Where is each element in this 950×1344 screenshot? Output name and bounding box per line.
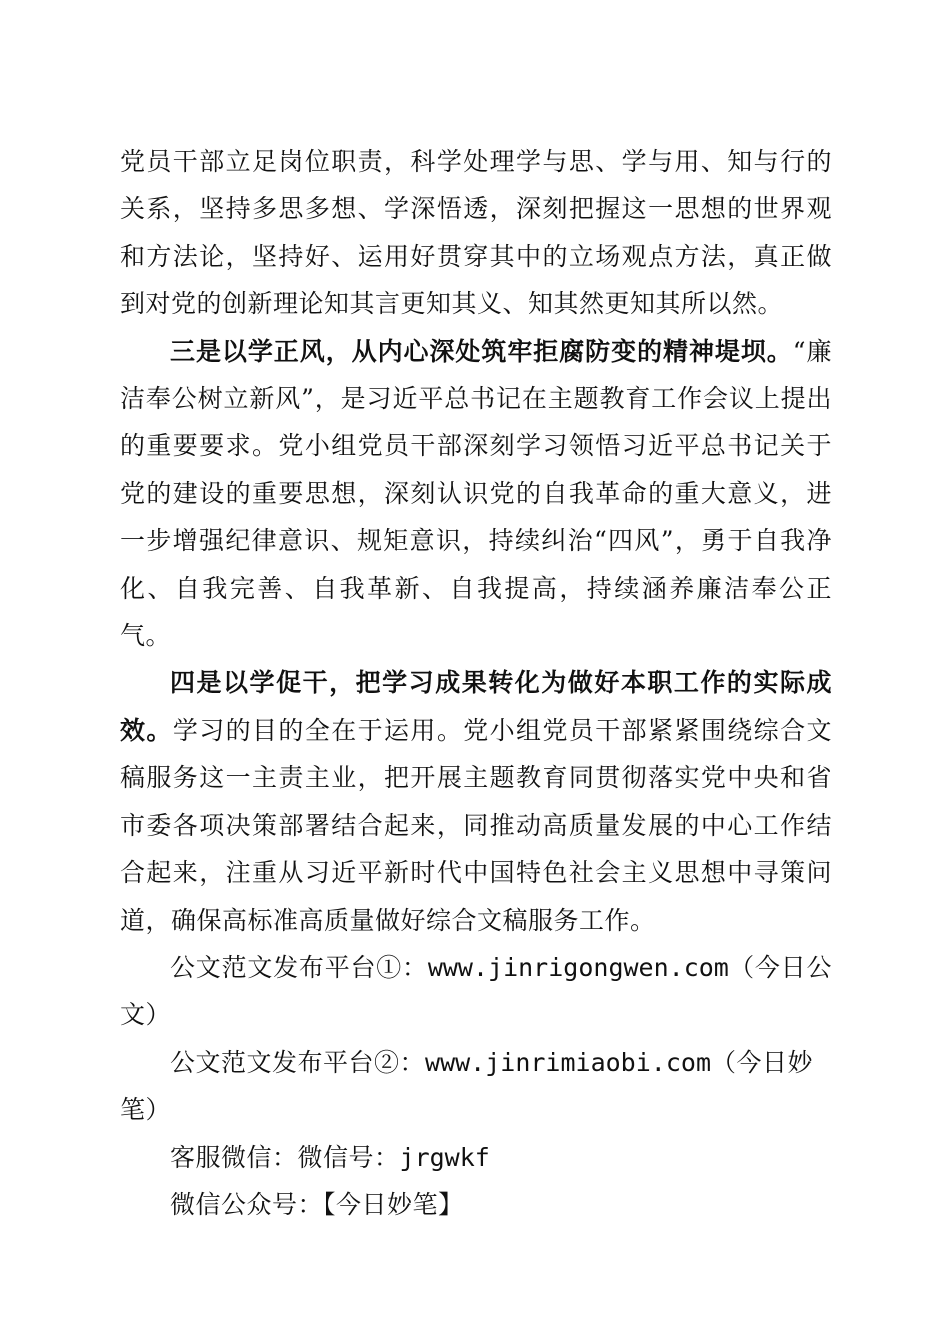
section-four-body: 学习的目的全在于运用。党小组党员干部紧紧围绕综合文稿服务这一主责主业，把开展主题教育同贯彻落实党中央和省市委各项决策部署结合起来，同推动高质量发展的中心工作结合起来，注重从习近平新时代中国特色社会主义思想中寻策问道，确保高标准高质量做好综合文稿服务工作。	[120, 715, 832, 935]
service-id: jrgwkf	[399, 1142, 490, 1172]
section-four-paragraph	[120, 659, 832, 943]
platform2-suffix: （今日妙笔）	[120, 1047, 814, 1125]
platform2-line	[120, 1039, 832, 1134]
platform2-url[interactable]: www.jinrimiaobi.com	[425, 1047, 711, 1077]
section-three-body: “廉洁奉公树立新风”，是习近平总书记在主题教育工作会议上提出的重要要求。党小组党员干部深刻学习领悟习近平总书记关于党的建设的重要思想，深刻认识党的自我革命的重大意义，进一步增强纪律意识、规矩意识，持续纠治“四风”，勇于自我净化、自我完善、自我革新、自我提高，持续涵养廉洁奉公正气。	[120, 336, 832, 651]
platform1-line	[120, 944, 832, 1039]
footer-info	[120, 944, 832, 1228]
wechat-label: 微信公众号：	[170, 1189, 324, 1219]
wechat-line	[120, 1181, 832, 1228]
platform1-label: 公文范文发布平台①：	[170, 952, 428, 982]
platform2-label: 公文范文发布平台②：	[170, 1047, 426, 1077]
service-line	[120, 1134, 832, 1181]
section-four-heading: 四是以学促干，把学习成果转化为做好本职工作的实际成效。	[120, 668, 832, 745]
platform1-suffix: （今日公文）	[120, 952, 832, 1030]
wechat-name: 【今日妙笔】	[323, 1189, 464, 1219]
document-body	[120, 138, 832, 1228]
platform1-url[interactable]: www.jinrigongwen.com	[427, 952, 729, 982]
service-label: 客服微信：微信号：	[170, 1142, 400, 1172]
paragraph-continuation: 党员干部立足岗位职责，科学处理学与思、学与用、知与行的关系，坚持多思多想、学深悟透，深刻把握这一思想的世界观和方法论，坚持好、运用好贯穿其中的立场观点方法，真正做到对党的创新理论知其言更知其义、知其然更知其所以然。	[120, 147, 832, 319]
section-three-paragraph	[120, 328, 832, 660]
section-three-heading: 三是以学正风，从内心深处筑牢拒腐防变的精神堤坝。	[170, 336, 793, 366]
